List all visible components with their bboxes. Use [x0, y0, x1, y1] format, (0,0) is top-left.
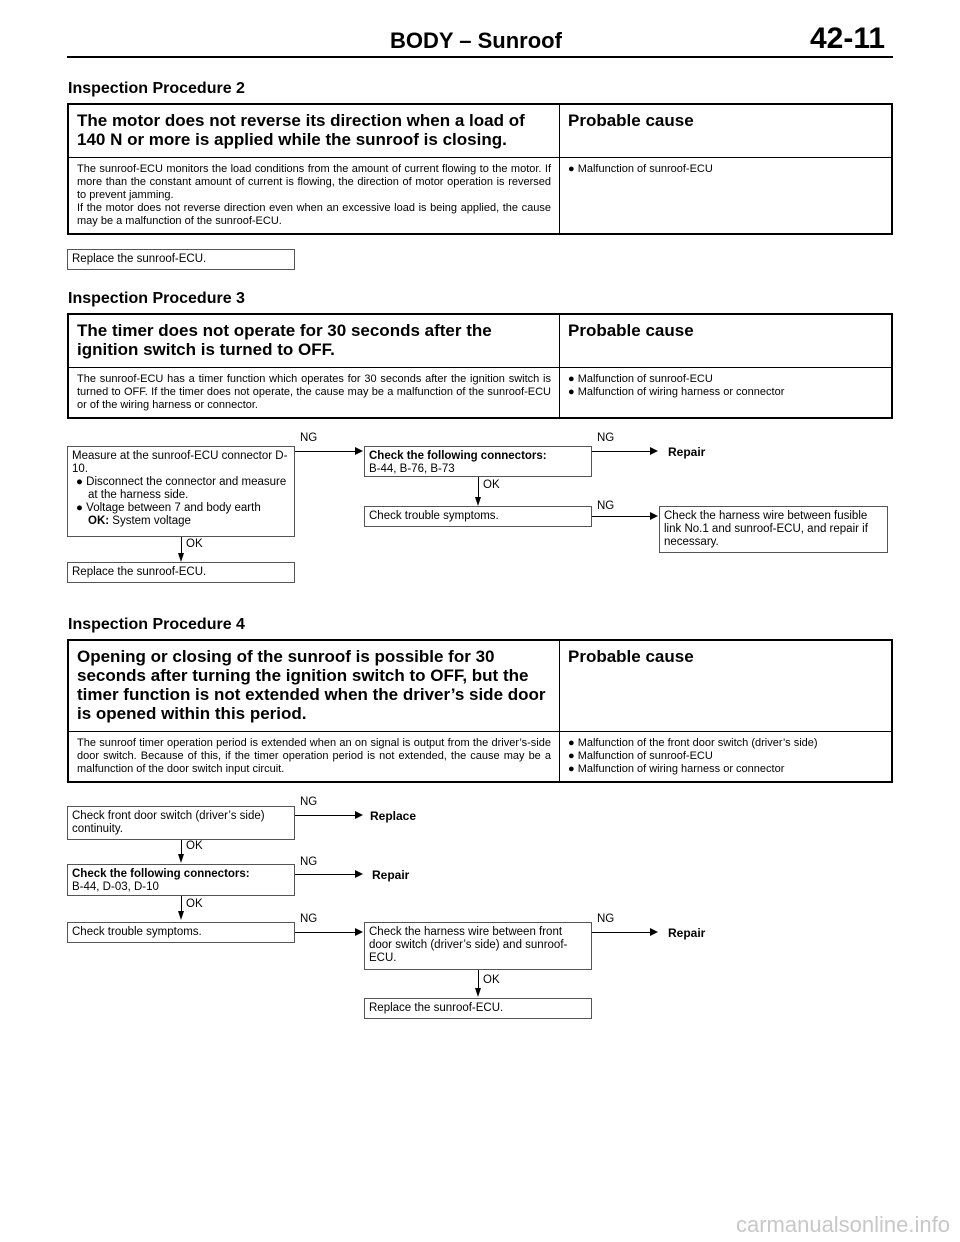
proc2-description-2: If the motor does not reverse direction even when an excessive load is being applied, the cause may be a malfunction of the sunroof-ECU. [77, 202, 551, 227]
proc3-step-connectors: Check the following connectors: B-44, B-76, B-73 [364, 446, 592, 477]
proc3-arrow-right [650, 447, 658, 455]
proc2-step-replace-ecu: Replace the sunroof-ECU. [67, 249, 295, 270]
proc4-step-connectors: Check the following connectors: B-44, D-03, D-10 [67, 864, 295, 896]
proc4-table [67, 639, 893, 783]
watermark: carmanualsonline.info [735, 1212, 950, 1237]
proc4-step-replace-ecu: Replace the sunroof-ECU. [364, 998, 592, 1019]
proc4-ng-label: NG [300, 856, 318, 868]
proc4-ng-label: NG [597, 913, 615, 925]
proc2-cause-item: ● Malfunction of sunroof-ECU [568, 163, 713, 175]
proc4-ng-connector [592, 932, 650, 933]
proc4-cause-heading: Probable cause [560, 640, 893, 732]
proc3-ng-connector [295, 451, 355, 452]
proc4-repair: Repair [668, 926, 706, 940]
proc3-ng-label: NG [300, 432, 318, 444]
proc3-ok-label: OK [483, 479, 500, 491]
proc4-ok-connector [181, 896, 182, 911]
proc4-ok-label: OK [483, 974, 500, 986]
proc4-arrow-down [475, 988, 481, 997]
proc3-ng-connector [592, 451, 650, 452]
proc4-ng-label: NG [300, 796, 318, 808]
proc4-ok-connector [478, 970, 479, 988]
proc3-symptom: The timer does not operate for 30 seconds after the ignition switch is turned to OFF. [68, 314, 560, 368]
proc4-arrow-right [355, 811, 363, 819]
proc4-cause-item: ● Malfunction of the front door switch (driver’s side) [568, 737, 818, 749]
proc4-ng-label: NG [300, 913, 318, 925]
proc4-arrow-down [178, 854, 184, 863]
proc3-cause-heading: Probable cause [560, 314, 893, 368]
proc3-step-harness: Check the harness wire between fusible link No.1 and sunroof-ECU, and repair if necessary. [659, 506, 888, 553]
proc4-repair: Repair [372, 868, 410, 882]
proc3-ng-label: NG [597, 432, 615, 444]
proc4-ok-label: OK [186, 898, 203, 910]
proc4-arrow-right [355, 928, 363, 936]
section-title: BODY – Sunroof [390, 28, 562, 53]
proc4-arrow-down [178, 911, 184, 920]
header-rule [67, 56, 893, 58]
proc3-arrow-right [355, 447, 363, 455]
proc4-description: The sunroof timer operation period is extended when an on signal is output from the driver’s-side door switch. Because of this, if the timer operation period is not extended, the cause may be a malfunction of the door switch input circuit. [68, 732, 560, 783]
proc3-step-replace-ecu: Replace the sunroof-ECU. [67, 562, 295, 583]
proc3-cause-item: ● Malfunction of sunroof-ECU [568, 373, 713, 385]
proc3-step-trouble: Check trouble symptoms. [364, 506, 592, 527]
proc3-title: Inspection Procedure 3 [68, 290, 245, 307]
proc2-cause-heading: Probable cause [560, 104, 893, 158]
page-number: 42-11 [810, 22, 886, 55]
proc2-symptom: The motor does not reverse its direction when a load of 140 N or more is applied while the sunroof is closing. [68, 104, 560, 158]
proc3-arrow-right [650, 512, 658, 520]
proc4-symptom: Opening or closing of the sunroof is possible for 30 seconds after turning the ignition switch to OFF, but the timer function is not extended when the driver’s side door is opened within this period. [68, 640, 560, 732]
proc4-arrow-right [650, 928, 658, 936]
proc4-arrow-right [355, 870, 363, 878]
proc3-repair: Repair [668, 445, 706, 459]
proc4-ok-connector [181, 840, 182, 854]
proc4-step-trouble: Check trouble symptoms. [67, 922, 295, 943]
proc3-arrow-down [475, 497, 481, 506]
proc4-ng-connector [295, 932, 355, 933]
proc2-table [67, 103, 893, 235]
proc3-arrow-down [178, 553, 184, 562]
proc4-replace: Replace [370, 809, 417, 823]
proc3-ng-label: NG [597, 500, 615, 512]
proc3-step-measure: Measure at the sunroof-ECU connector D-10. ● Disconnect the connector and measure at the harness side. ● Voltage between 7 and body earth OK: System voltage [67, 446, 295, 537]
proc4-ng-connector [295, 815, 355, 816]
proc4-title: Inspection Procedure 4 [68, 616, 245, 633]
proc2-title: Inspection Procedure 2 [68, 80, 245, 97]
proc2-description-1: The sunroof-ECU monitors the load conditions from the amount of current flowing to the motor. If more than the constant amount of current is flowing, the direction of motor operation is reversed to prevent jamming. [77, 163, 551, 201]
proc4-cause-item: ● Malfunction of sunroof-ECU [568, 750, 713, 762]
proc3-cause-item: ● Malfunction of wiring harness or connector [568, 386, 785, 398]
proc3-ng-connector [592, 516, 650, 517]
proc4-step-harness: Check the harness wire between front door switch (driver’s side) and sunroof-ECU. [364, 922, 592, 970]
proc3-ok-connector [478, 477, 479, 497]
proc3-description: The sunroof-ECU has a timer function which operates for 30 seconds after the ignition switch is turned to OFF. If the timer does not operate, the cause may be a malfunction of the sunroof-ECU or of the wiring harness or connector. [68, 368, 560, 419]
proc4-cause-item: ● Malfunction of wiring harness or connector [568, 763, 785, 775]
proc4-step-door-check: Check front door switch (driver’s side) continuity. [67, 806, 295, 840]
proc3-table [67, 313, 893, 419]
proc3-ok-connector [181, 537, 182, 553]
proc4-ng-connector [295, 874, 355, 875]
proc4-ok-label: OK [186, 840, 203, 852]
proc3-ok-label: OK [186, 538, 203, 550]
